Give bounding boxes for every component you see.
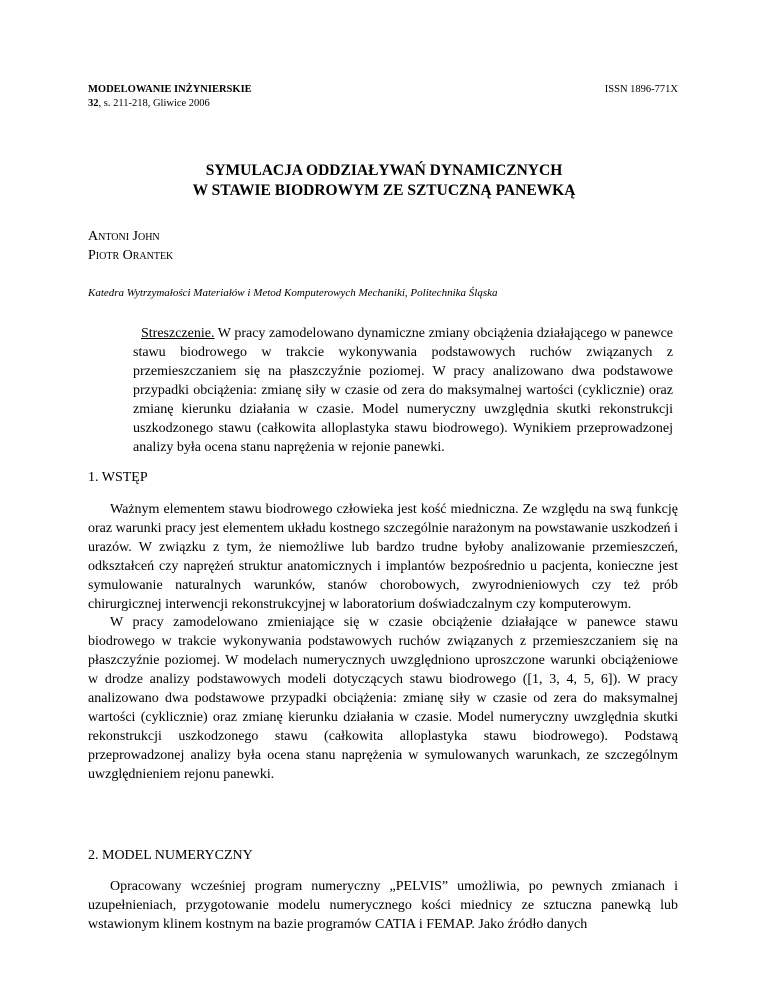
paragraph: Opracowany wcześniej program numeryczny „PELVIS” umożliwia, po pewnych zmianach i uzupełnieniach, przygotowanie modelu numerycznego kości miednicy ze sztuczna panewką lub wstawionym klinem kostnym na bazie programów CATIA i FEMAP. Jako źródło danych [88, 879, 678, 932]
author-list [88, 227, 173, 265]
paragraph: Ważnym elementem stawu biodrowego człowieka jest kość miedniczna. Ze względu na swą funkcję oraz warunki pracy jest elementem układu kostnego szczególnie narażonym na powstawanie uszkodzeń i urazów. W związku z tym, że niemożliwe lub bardzo trudne byłoby analizowanie przemieszczeń, odkształceń czy naprężeń struktur anatomicznych i implantów bezpośrednio u pacjenta, konieczne jest symulowanie naturalnych warunków, stanów chorobowych, zwyrodnieniowych czy też prób chirurgicznej interwencji rekonstrukcyjnej w laboratorium doświadczalnym czy komputerowym. [88, 502, 678, 612]
volume-info [88, 97, 252, 111]
section-heading: 2. MODEL NUMERYCZNY [88, 848, 253, 863]
journal-header [88, 83, 252, 111]
abstract-text: W pracy zamodelowano dynamiczne zmiany obciążenia działającego w panewce stawu biodrowego w trakcie wykonywania podstawowych ruchów związanych z przemieszczaniem się na płaszczyźnie poziomej. W pracy analizowano dwa podstawowe przypadki obciążenia: zmianę siły w czasie od zera do maksymalnej wartości (cyklicznie) oraz zmianę kierunku działania w czasie. Model numeryczny uwzględnia skutki rekonstrukcji uszkodzonego stawu (całkowita alloplastyka stawu biodrowego). Wynikiem przeprowadzonej analizy była ocena stanu naprężenia w rejonie panewki. [133, 326, 673, 455]
volume-number: 32 [88, 98, 99, 109]
title-line-1: SYMULACJA ODDZIAŁYWAŃ DYNAMICZNYCH [205, 162, 563, 179]
author-name: Antoni John [88, 229, 160, 244]
author-name: Piotr Orantek [88, 248, 174, 263]
abstract [133, 324, 673, 457]
section-heading: 1. WSTĘP [88, 470, 148, 485]
affiliation: Katedra Wytrzymałości Materiałów i Metod Komputerowych Mechaniki, Politechnika Śląska [88, 287, 498, 299]
pages-info: , s. 211-218, Gliwice 2006 [98, 98, 210, 109]
paragraph: W pracy zamodelowano zmieniające się w czasie obciążenie działające w panewce stawu biodrowego w trakcie wykonywania podstawowych ruchów związanych z przemieszczaniem się na płaszczyźnie poziomej. W modelach numerycznych uwzględniono uproszczone warunki obciążeniowe w drodze analizy podstawowych modeli dotyczących stawu biodrowego ([1, 3, 4, 5, 6]). W pracy analizowano dwa podstawowe przypadki obciążenia: zmianę siły w czasie od zera do maksymalnej wartości (cyklicznie) oraz zmianę kierunku działania w czasie. Model numeryczny uwzględnia skutki rekonstrukcji uszkodzonego stawu (całkowita alloplastyka stawu biodrowego). Podstawą przeprowadzonej analizy była ocena stanu naprężenia w symulowanych warunkach, ze szczególnym uwzględnieniem rejonu panewki. [88, 615, 678, 782]
title-line-2: W STAWIE BIODROWYM ZE SZTUCZNĄ PANEWKĄ [192, 182, 576, 199]
section-body [88, 501, 678, 785]
issn: ISSN 1896-771X [604, 84, 678, 95]
journal-name: MODELOWANIE INŻYNIERSKIE [88, 84, 252, 95]
abstract-label: Streszczenie. [141, 326, 215, 341]
paper-title [88, 161, 680, 201]
section-body [88, 878, 678, 935]
